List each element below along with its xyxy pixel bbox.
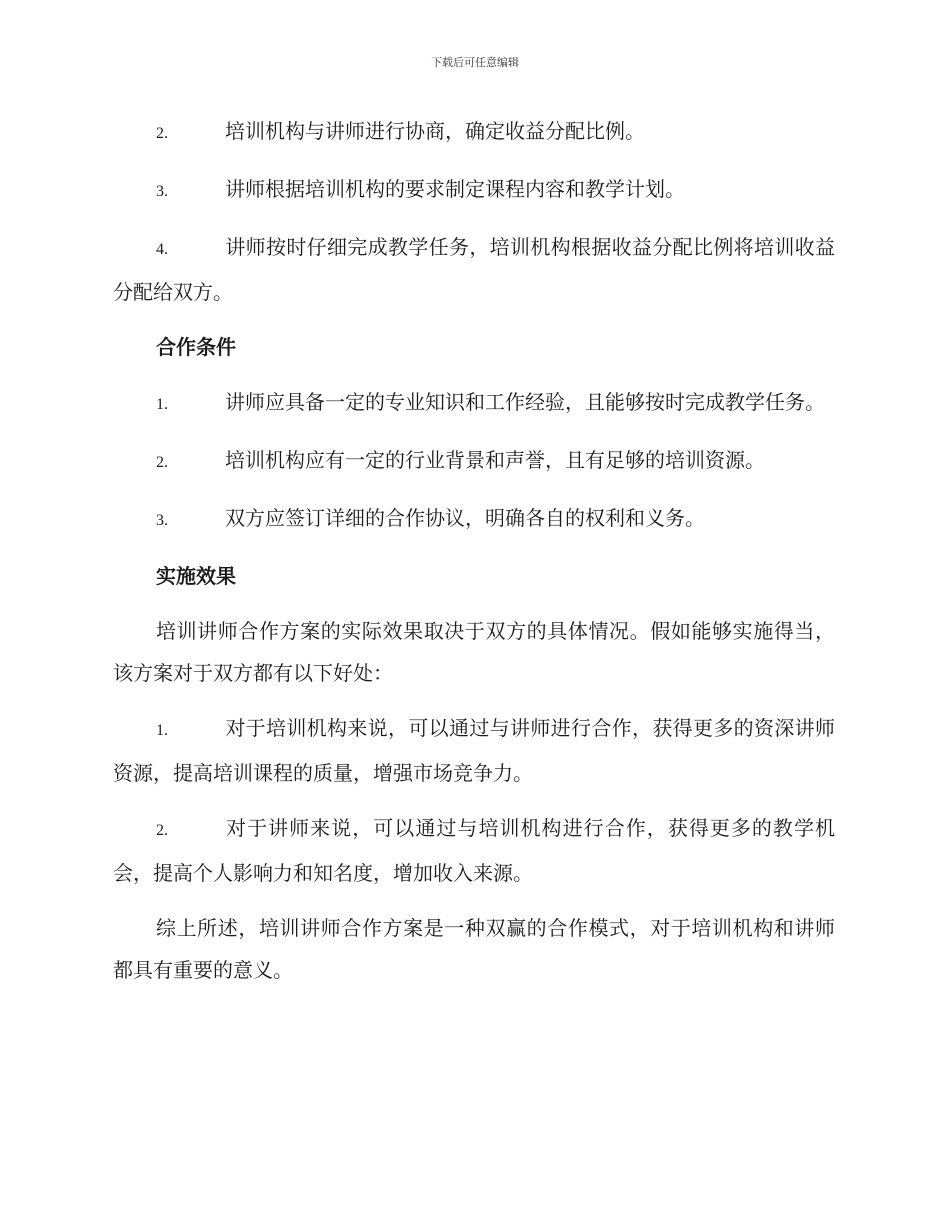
list-item xyxy=(113,168,835,213)
list-item xyxy=(113,381,835,426)
list-text: 双方应签订详细的合作协议，明确各自的权利和义务。 xyxy=(225,506,705,530)
paragraph-conclusion: 综上所述，培训讲师合作方案是一种双赢的合作模式，对于培训机构和讲师都具有重要的意义。 xyxy=(113,916,835,982)
paragraph-intro: 培训讲师合作方案的实际效果取决于双方的具体情况。假如能够实施得当，该方案对于双方都有以下好处： xyxy=(113,619,835,685)
list-number: 1. xyxy=(156,722,168,739)
list-number: 3. xyxy=(156,183,168,200)
list-item xyxy=(113,110,835,155)
list-item xyxy=(113,226,835,313)
list-text: 对于培训机构来说，可以通过与讲师进行合作，获得更多的资深讲师资源，提高培训课程的质量，增强市场竞争力。 xyxy=(113,716,835,785)
header-note: 下载后可任意编辑 xyxy=(431,56,519,69)
list-text: 讲师应具备一定的专业知识和工作经验，且能够按时完成教学任务。 xyxy=(225,390,825,414)
list-number: 1. xyxy=(156,396,168,413)
list-number: 2. xyxy=(156,822,168,839)
list-text: 培训机构应有一定的行业背景和声誉，且有足够的培训资源。 xyxy=(225,448,765,472)
list-number: 3. xyxy=(156,512,168,529)
list-number: 2. xyxy=(156,454,168,471)
list-text: 对于讲师来说，可以通过与培训机构进行合作，获得更多的教学机会，提高个人影响力和知名度，增加收入来源。 xyxy=(113,816,835,885)
list-number: 2. xyxy=(156,125,168,142)
section-heading-effects: 实施效果 xyxy=(156,564,236,588)
list-text: 讲师按时仔细完成教学任务，培训机构根据收益分配比例将培训收益分配给双方。 xyxy=(113,235,835,304)
section-heading-conditions: 合作条件 xyxy=(156,335,236,359)
list-item xyxy=(113,497,835,542)
list-number: 4. xyxy=(156,241,168,258)
list-item xyxy=(113,439,835,484)
list-item xyxy=(113,807,835,894)
document-body xyxy=(113,110,835,1004)
list-text: 讲师根据培训机构的要求制定课程内容和教学计划。 xyxy=(225,177,685,201)
list-item xyxy=(113,707,835,794)
list-text: 培训机构与讲师进行协商，确定收益分配比例。 xyxy=(225,119,645,143)
